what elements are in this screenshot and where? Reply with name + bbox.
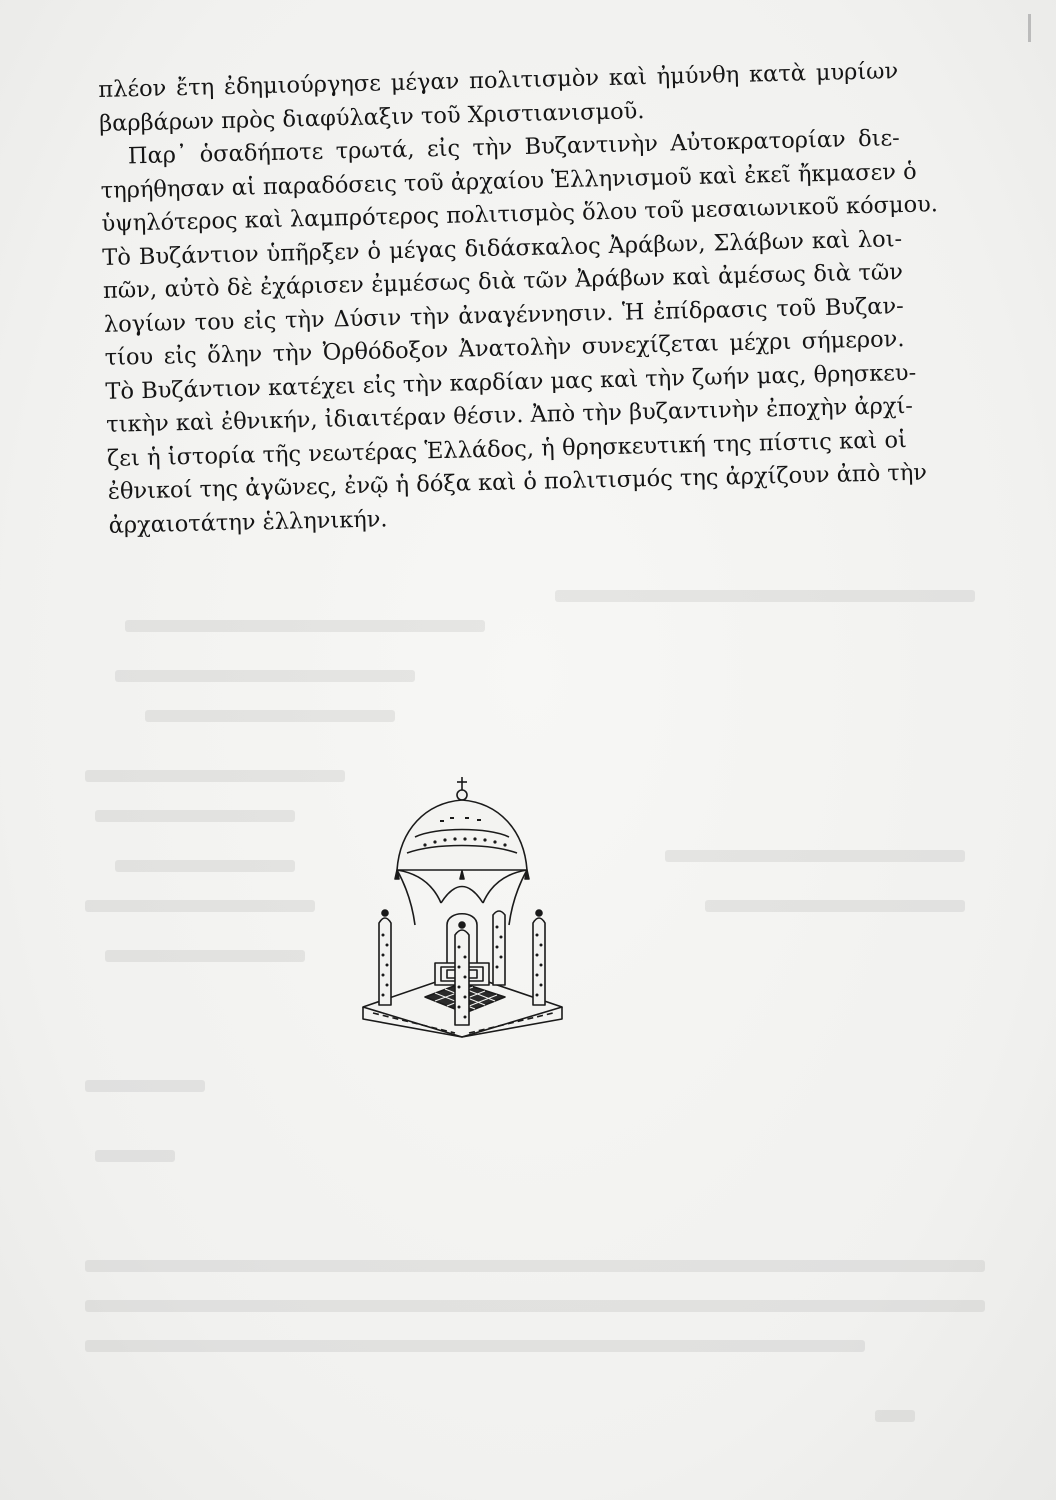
text-line: ὑψηλότερος καὶ λαμπρότερος πολιτισμὸς ὅλου τοῦ μεσαιωνικοῦ κόσμου. [101, 191, 939, 237]
text-line: λογίων του εἰς τὴν Δύσιν τὴν ἀναγέννησιν. Ἡ ἐπίδρασις τοῦ Βυζαν- [103, 292, 904, 338]
text-line: ἐθνικοί της ἀγῶνες, ἐνῷ ἡ δόξα καὶ ὁ πολιτισμός της ἀρχίζουν ἀπὸ τὴν [107, 459, 928, 505]
byzantine-canopy-throne-icon [355, 775, 570, 1040]
text-line: τηρήθησαν αἱ παραδόσεις τοῦ ἀρχαίου Ἑλληνισμοῦ καὶ ἐκεῖ ἤκμασεν ὁ [100, 158, 917, 204]
body-text [98, 55, 939, 543]
text-line: Παρ᾽ ὁσαδήποτε τρωτά, εἰς τὴν Βυζαντινὴν Αὐτοκρατορίαν διε- [127, 125, 901, 170]
text-line: πῶν, αὐτὸ δὲ ἐχάρισεν ἐμμέσως διὰ τῶν Ἀράβων καὶ ἀμέσως διὰ τῶν [102, 259, 904, 304]
text-line: Τὸ Βυζάντιον ὑπῆρξεν ὁ μέγας διδάσκαλος Ἀράβων, Σλάβων καὶ λοι- [102, 225, 903, 271]
text-line: βαρβάρων πρὸς διαφύλαξιν τοῦ Χριστιανισμοῦ. [98, 97, 645, 137]
text-line: πλέον ἔτη ἐδημιούργησε μέγαν πολιτισμὸν καὶ ἠμύνθη κατὰ μυρίων [98, 58, 899, 103]
page-edge-mark [1028, 14, 1031, 42]
text-line: τίου εἰς ὅλην τὴν Ὀρθόδοξον Ἀνατολὴν συνεχίζεται μέχρι σήμερον. [104, 326, 905, 371]
text-line: τικὴν καὶ ἐθνικήν, ἰδιαιτέραν θέσιν. Ἀπὸ τὴν βυζαντινὴν ἐποχὴν ἀρχί- [105, 392, 914, 438]
text-line: Τὸ Βυζάντιον κατέχει εἰς τὴν καρδίαν μας καὶ τὴν ζωήν μας, θρησκευ- [105, 359, 917, 405]
text-line: ζει ἡ ἱστορία τῆς νεωτέρας Ἑλλάδος, ἡ θρησκευτική της πίστις καὶ οἱ [106, 426, 908, 472]
text-line: ἀρχαιοτάτην ἑλληνικήν. [108, 505, 388, 539]
